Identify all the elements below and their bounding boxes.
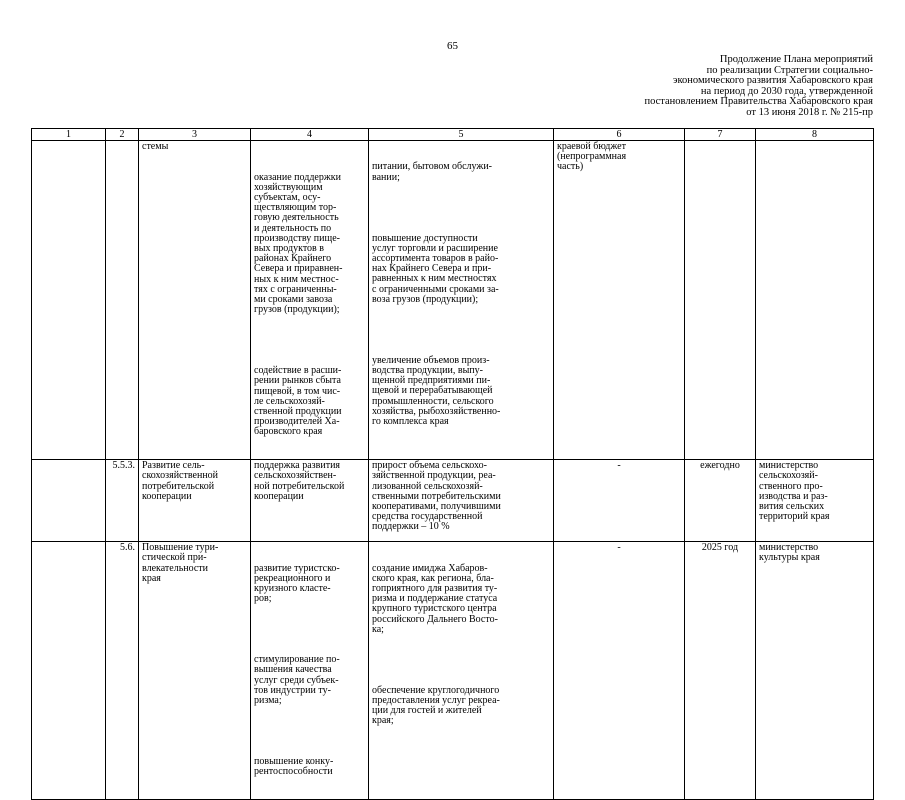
result-paragraph: обеспечение круглогодичного предоставления услуг рекреа- ции для гостей и жителей края; [372, 684, 500, 727]
mechanism-cell [251, 141, 369, 460]
column-header: 3 [139, 129, 251, 141]
column-header: 6 [554, 129, 685, 141]
table-header-row [32, 129, 874, 141]
mechanism-paragraph: стимулирование по- вышения качества услуг среди субъек- тов индустрии ту- ризма; [254, 654, 340, 706]
measure-cell: Повышение тури- стической при- влекательности края [139, 542, 251, 800]
result-paragraph: увеличение объемов произ- водства продукции, выпу- щенной предприятиями пи- щевой и перерабатывающей промышленности, сельского хозяйства, рыбохозяйственно- го комплекса края [372, 354, 501, 428]
column-header: 7 [685, 129, 756, 141]
funding-cell: краевой бюджет (непрограммная часть) [554, 141, 685, 460]
mechanism-paragraph: развитие туристско- рекреационного и круизного класте- ров; [254, 562, 340, 605]
row-cell [32, 542, 106, 800]
mechanism-cell [251, 542, 369, 800]
column-header: 5 [369, 129, 554, 141]
column-header: 8 [756, 129, 874, 141]
funding-cell: - [554, 542, 685, 800]
row-number-cell: 5.6. [106, 542, 139, 800]
row-cell [32, 141, 106, 460]
column-header: 2 [106, 129, 139, 141]
row-cell [32, 460, 106, 542]
executor-cell: министерство сельскохозяй- ственного про- изводства и раз- вития сельских территорий края [756, 460, 874, 542]
row-number-cell [106, 141, 139, 460]
table-row [32, 542, 874, 800]
deadline-cell: ежегодно [685, 460, 756, 542]
deadline-cell: 2025 год [685, 542, 756, 800]
deadline-cell [685, 141, 756, 460]
result-paragraph: повышение доступности услуг торговли и расширение ассортимента товаров в райо- нах Крайнего Севера и при- равненных к ним местностях с ограниченными сроками за- воза грузов (продукции); [372, 232, 499, 305]
table-row [32, 460, 874, 542]
column-header: 1 [32, 129, 106, 141]
result-cell [369, 141, 554, 460]
result-paragraph: питании, бытовом обслужи- вании; [372, 161, 492, 183]
row-number-cell: 5.5.3. [106, 460, 139, 542]
measure-cell: стемы [139, 141, 251, 460]
mechanism-paragraph: содействие в расши- рении рынков сбыта пищевой, в том чис- ле сельскохозяй- ственной продукции производителей Ха- баровского края [254, 365, 342, 438]
document-heading: Продолжение Плана мероприятий по реализации Стратегии социально- экономического развития Хабаровского края на период до 2030 года, утвержденной постановлением Правительства Хабаровского края от 13 июня 2018 г. № 215-пр [644, 54, 873, 118]
funding-cell: - [554, 460, 685, 542]
executor-cell: министерство культуры края [756, 542, 874, 800]
result-paragraph: создание имиджа Хабаров- ского края, как региона, бла- гоприятного для развития ту- ризма и поддержание статуса крупного туристского центра российского Дальнего Восто- ка; [372, 562, 498, 635]
measure-cell: Развитие сель- скохозяйственной потребительской кооперации [139, 460, 251, 542]
result-cell: прирост объема сельскохо- зяйственной продукции, реа- лизованной сельскохозяй- ственными потребительскими кооперативами, получившими средства государственной поддержки – 10 % [369, 460, 554, 542]
mechanism-cell: поддержка развития сельскохозяйствен- ной потребительской кооперации [251, 460, 369, 542]
executor-cell [756, 141, 874, 460]
column-header: 4 [251, 129, 369, 141]
plan-table [31, 128, 874, 800]
mechanism-paragraph: оказание поддержки хозяйствующим субъектам, осу- ществляющим тор- говую деятельность и деятельность по производству пище- вых продуктов в районах Крайнего Севера и приравнен- ных к ним местнос- тях с ограниченны- ми сроками завоза грузов (продукции); [254, 171, 343, 316]
page-number: 65 [447, 40, 458, 52]
table-row [32, 141, 874, 460]
result-cell [369, 542, 554, 800]
mechanism-paragraph: повышение конку- рентоспособности [254, 755, 334, 778]
